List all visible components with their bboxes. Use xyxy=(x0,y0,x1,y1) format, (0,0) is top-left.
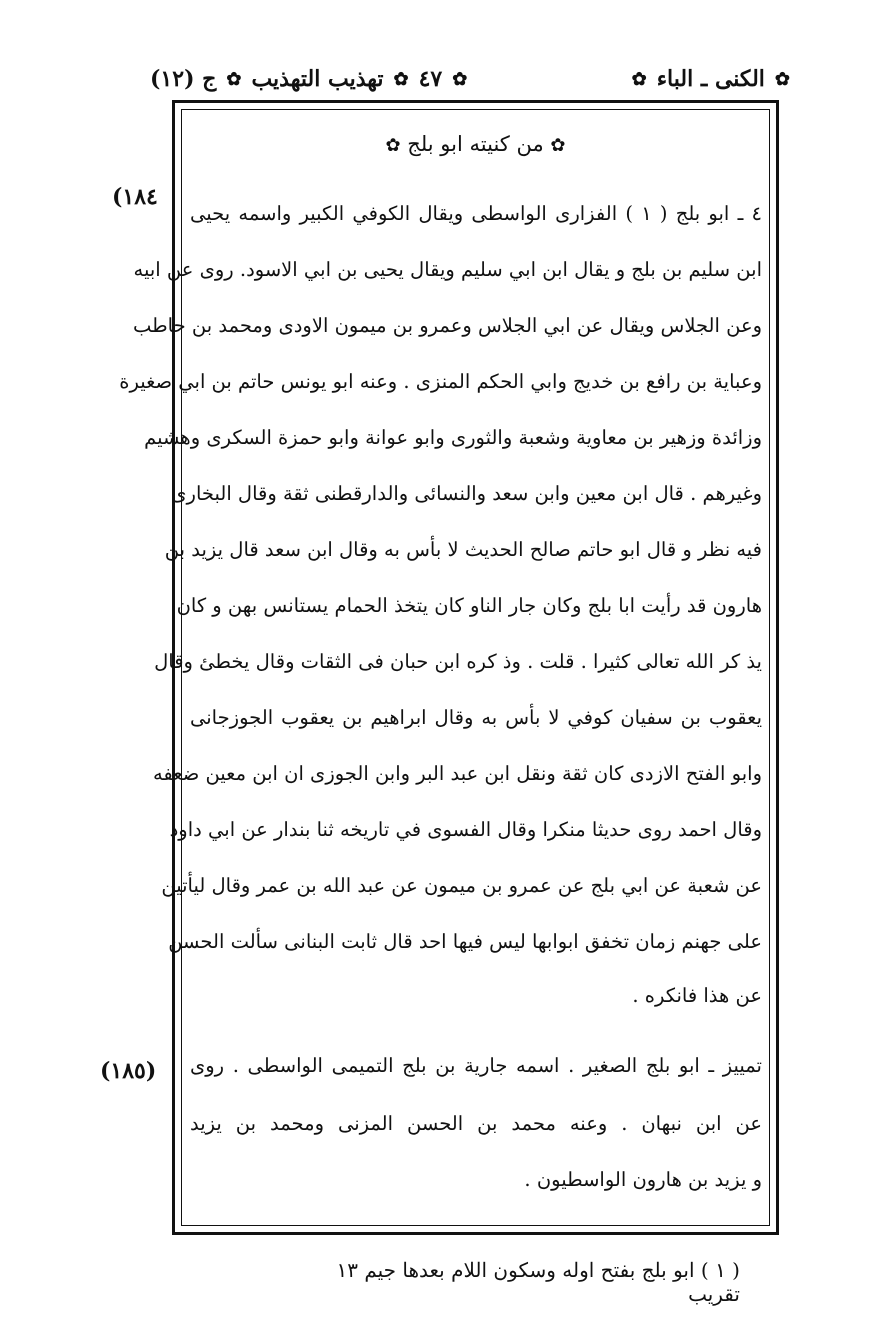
section-title: الكنى ـ الباء xyxy=(656,66,765,92)
entry-1-line: وقال احمد روى حديثا منكرا وقال الفسوى في تاريخه ثنا بندار عن ابي داود xyxy=(169,818,762,841)
entry-1-line: على جهنم زمان تخفق ابوابها ليس فيها احد قال ثابت البنانى سألت الحسن xyxy=(168,930,762,953)
subtitle xyxy=(172,132,779,156)
entry-1-line: ابن سليم بن بلج و يقال ابن ابي سليم ويقال يحيى بن ابي الاسود. روى عن ابيه xyxy=(133,258,762,281)
entry-1-line: وعن الجلاس ويقال عن ابي الجلاس وعمرو بن ميمون الاودى ومحمد بن حاطب xyxy=(132,314,762,337)
entry-1-line: وزائدة وزهير بن معاوية وشعبة والثورى وابو عوانة وابو حمزة السكرى وهشيم xyxy=(144,426,762,449)
entry-1-line: وغيرهم . قال ابن معين وابن سعد والنسائى والدارقطنى ثقة وقال البخارى xyxy=(171,482,762,505)
entry-1-line: فيه نظر و قال ابو حاتم صالح الحديث لا بأس به وقال ابن سعد قال يزيد بن xyxy=(164,538,762,561)
volume-label: ج (١٢) xyxy=(150,66,217,92)
ornament-icon: ✿ xyxy=(393,68,409,90)
entry-1-line: هارون قد رأيت ابا بلج وكان جار الناو كان يتخذ الحمام يستانس بهن و كان xyxy=(176,594,762,617)
entry-number-184: (١٨٤ xyxy=(112,184,158,210)
ornament-icon: ✿ xyxy=(550,135,566,156)
entry-1-line: عن هذا فانكره . xyxy=(632,984,762,1007)
entry-2-line: و يزيد بن هارون الواسطيون . xyxy=(524,1168,762,1191)
ornament-icon: ✿ xyxy=(452,68,468,90)
entry-1-line: وعباية بن رافع بن خديج وابي الحكم المنزى . وعنه ابو يونس حاتم بن ابي صغيرة xyxy=(119,370,762,393)
entry-1-line: ٤ ـ ابو بلج ( ١ ) الفزارى الواسطى ويقال الكوفي الكبير واسمه يحيى xyxy=(190,202,762,225)
entry-number-185: (١٨٥) xyxy=(100,1058,157,1084)
entry-2-line: تمييز ـ ابو بلج الصغير . اسمه جارية بن بلج التميمى الواسطى . روى xyxy=(190,1054,762,1077)
ornament-icon: ✿ xyxy=(385,135,401,156)
header-left-group xyxy=(632,66,790,92)
entry-1-line: يذ كر الله تعالى كثيرا . قلت . وذ كره ابن حبان فى الثقات وقال يخطئ وقال xyxy=(154,650,762,673)
footnote: ( ١ ) ابو بلج بفتح اوله وسكون اللام بعدها جيم ١٣ تقريب xyxy=(336,1258,740,1306)
book-title: تهذيب التهذيب xyxy=(251,66,384,92)
entry-1-line: وابو الفتح الازدى كان ثقة ونقل ابن عبد البر وابن الجوزى ان ابن معين ضعفه xyxy=(152,762,762,785)
entry-1-line: عن شعبة عن ابي بلج عن عمرو بن ميمون عن عبد الله بن عمر وقال ليأتين xyxy=(161,874,762,897)
page-number: ٤٧ xyxy=(418,66,443,92)
ornament-icon: ✿ xyxy=(631,68,647,90)
ornament-icon: ✿ xyxy=(226,68,242,90)
entry-1-line: يعقوب بن سفيان كوفي لا بأس به وقال ابراهيم بن يعقوب الجوزجانى xyxy=(190,706,762,729)
page-header xyxy=(150,58,790,100)
header-right-group xyxy=(150,66,467,92)
subtitle-text: من كنيته ابو بلج xyxy=(407,132,544,156)
ornament-icon: ✿ xyxy=(774,68,790,90)
entry-2-line: عن ابن نبهان . وعنه محمد بن الحسن المزنى ومحمد بن يزيد xyxy=(190,1112,762,1135)
